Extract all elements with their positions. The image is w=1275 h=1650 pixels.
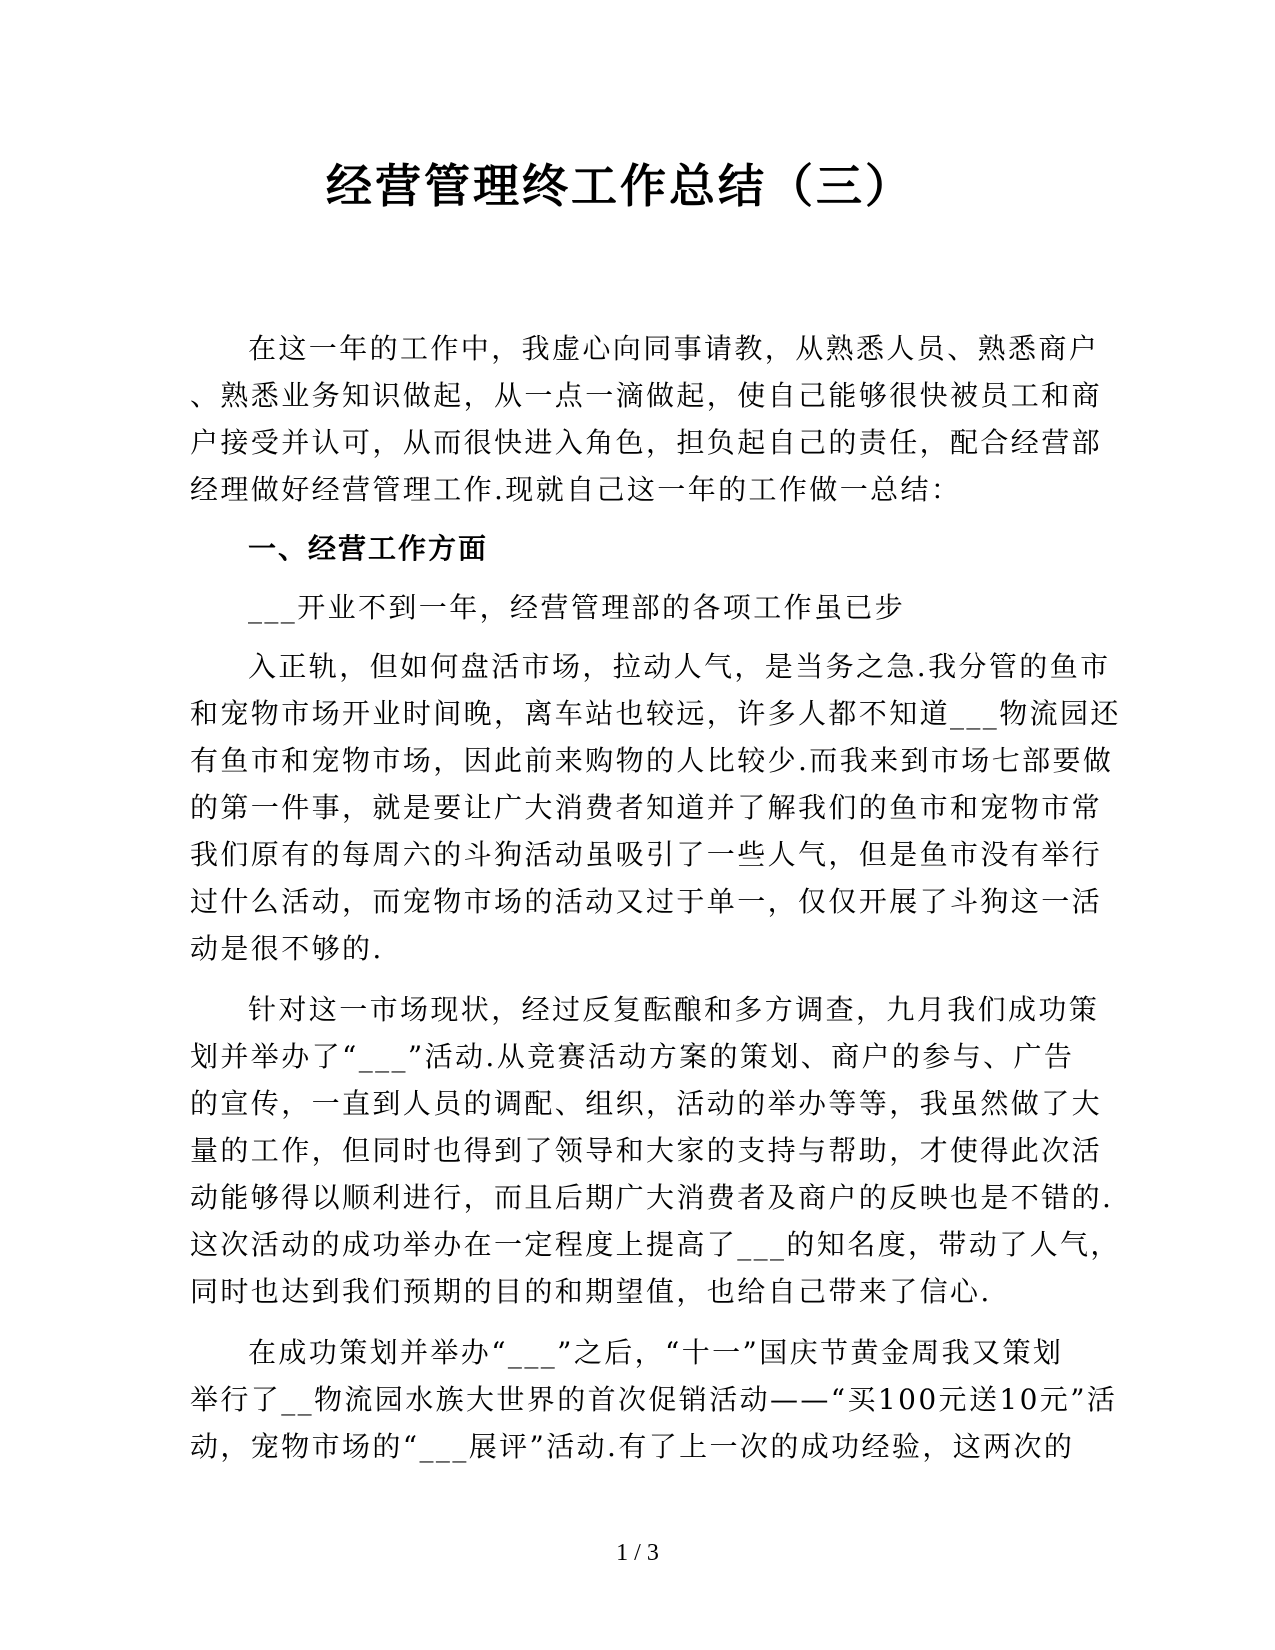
- spacer: [190, 572, 1075, 584]
- paragraph-line: 在成功策划并举办“___”之后，“十一”国庆节黄金周我又策划: [248, 1336, 1064, 1369]
- paragraph-line: 过什么活动，而宠物市场的活动又过于单一，仅仅开展了斗狗这一活: [190, 885, 1103, 918]
- paragraph-line: 这次活动的成功举办在一定程度上提高了___的知名度，带动了人气，: [190, 1228, 1121, 1261]
- spacer: [190, 513, 1075, 525]
- paragraph-line: 同时也达到我们预期的目的和期望值，也给自己带来了信心.: [190, 1275, 992, 1308]
- paragraph-line: 划并举办了“___”活动.从竞赛活动方案的策划、商户的参与、广告: [190, 1040, 1075, 1073]
- paragraph-line: ___开业不到一年，经营管理部的各项工作虽已步: [248, 591, 906, 624]
- spacer: [190, 972, 1075, 986]
- paragraph-line: 动，宠物市场的“___展评”活动.有了上一次的成功经验，这两次的: [190, 1430, 1075, 1463]
- paragraph-line: 动能够得以顺利进行，而且后期广大消费者及商户的反映也是不错的.: [190, 1181, 1114, 1214]
- paragraph-line: 入正轨，但如何盘活市场，拉动人气，是当务之急.我分管的鱼市: [248, 650, 1111, 683]
- paragraph-line: 在这一年的工作中，我虚心向同事请教，从熟悉人员、熟悉商户: [248, 332, 1100, 365]
- paragraph-line: 有鱼市和宠物市场，因此前来购物的人比较少.而我来到市场七部要做: [190, 744, 1114, 777]
- section-heading: 一、经营工作方面: [248, 532, 489, 565]
- paragraph-line: 针对这一市场现状，经过反复酝酿和多方调查，九月我们成功策: [248, 993, 1100, 1026]
- paragraph-line: 的第一件事，就是要让广大消费者知道并了解我们的鱼市和宠物市常: [190, 791, 1103, 824]
- spacer: [190, 631, 1075, 643]
- paragraph-line: 户接受并认可，从而很快进入角色，担负起自己的责任，配合经营部: [190, 426, 1103, 459]
- page-number: 1 / 3: [616, 1540, 659, 1566]
- document-body: [190, 325, 1121, 1470]
- paragraph-line: 举行了__物流园水族大世界的首次促销活动——“买100元送10元”活: [190, 1383, 1118, 1416]
- spacer: [190, 1315, 1075, 1329]
- paragraph-line: 和宠物市场开业时间晚，离车站也较远，许多人都不知道___物流园还: [190, 697, 1121, 730]
- document-title: 经营管理终工作总结（三）: [326, 159, 914, 213]
- paragraph-line: 的宣传，一直到人员的调配、组织，活动的举办等等，我虽然做了大: [190, 1087, 1103, 1120]
- paragraph-line: 量的工作，但同时也得到了领导和大家的支持与帮助，才使得此次活: [190, 1134, 1103, 1167]
- paragraph-line: 、熟悉业务知识做起，从一点一滴做起，使自己能够很快被员工和商: [190, 379, 1103, 412]
- paragraph-line: 我们原有的每周六的斗狗活动虽吸引了一些人气，但是鱼市没有举行: [190, 838, 1103, 871]
- paragraph-line: 动是很不够的.: [190, 932, 384, 965]
- paragraph-line: 经理做好经营管理工作.现就自己这一年的工作做一总结：: [190, 473, 962, 506]
